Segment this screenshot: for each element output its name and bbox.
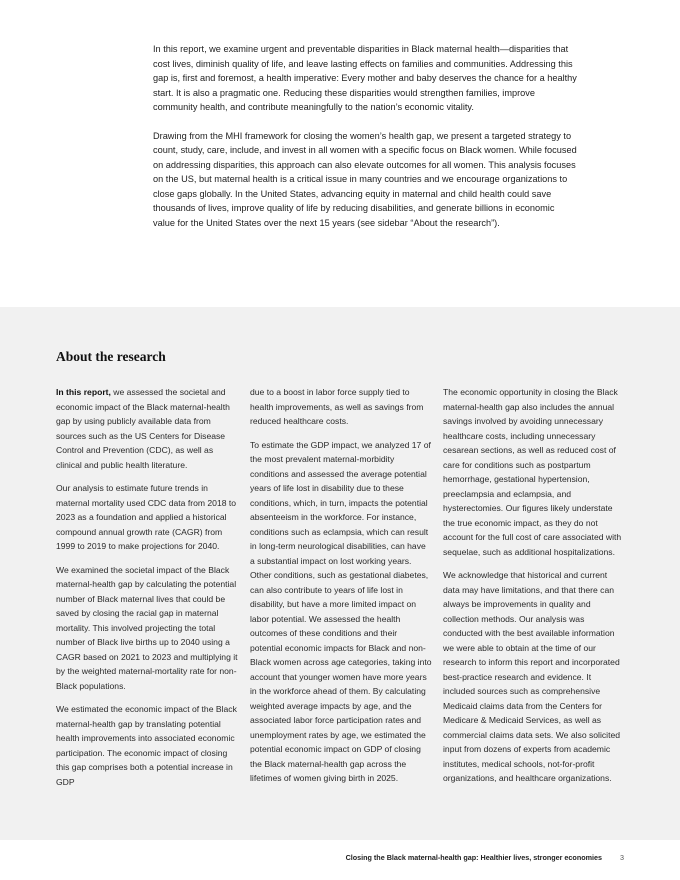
footer-title: Closing the Black maternal-health gap: Healthier lives, stronger economies bbox=[345, 853, 602, 862]
col3-paragraph-1: The economic opportunity in closing the Black maternal-health gap also includes the annual savings involved by avoiding unnecessary healthcare costs, including unnecessary cesarean sections, as well as reduced cost of care for conditions such as postpartum hemorrhage, gestational hypertension, preeclampsia and eclampsia, and hysterectomies. Our figures likely understate the true economic impact, as they do not account for the full cost of care associated with sequelae, such as additional hospitalizations. bbox=[443, 387, 622, 557]
intro-paragraph-1: In this report, we examine urgent and preventable disparities in Black maternal health—disparities that cost lives, diminish quality of life, and leave lasting effects on families and communities. Addressing this gap is, first and foremost, a health imperative: Every mother and baby deserves the chance for a healthy start. It is also a pragmatic one. Reducing these disparities would strengthen families, improve community health, and contribute meaningfully to the nation’s economic vitality. bbox=[153, 44, 577, 112]
about-research-sidebar bbox=[0, 307, 680, 840]
col1-paragraph-4: We estimated the economic impact of the Black maternal-health gap by translating potential health improvements into associated economic participation. The economic impact of closing this gap comprises both a potential increase in GDP bbox=[56, 704, 237, 787]
col1-paragraph-2: Our analysis to estimate future trends in maternal mortality used CDC data from 2018 to 2023 as a foundation and applied a historical compound annual growth rate (CAGR) from 1999 to 2019 to make projections for 2040. bbox=[56, 483, 237, 551]
col2-paragraph-1: due to a boost in labor force supply tied to health improvements, as well as savings from reduced healthcare costs. bbox=[250, 387, 424, 426]
page-number: 3 bbox=[620, 853, 624, 862]
col1-paragraph-1 bbox=[56, 385, 238, 472]
col2-paragraph-2: To estimate the GDP impact, we analyzed 17 of the most prevalent maternal-morbidity conditions and assessed the average potential years of life lost in disability due to these conditions, which, in turn, impacts the potential absenteeism in the workforce. For instance, conditions such as eclampsia, which can result in long-term neurological disabilities, can have a substantial impact on lost working years. Other conditions, such as gestational diabetes, can also contribute to years of life lost in disability, but have a more limited impact on labor potential. We assessed the health outcomes of these conditions and their potential economic impacts for Black and non-Black women across age categories, taking into account that younger women have more years in the workforce ahead of them. By calculating weighted average impacts by age, and the associated labor force participation rates and unemployment rates by age, we estimated the potential economic impact on GDP of closing the Black maternal-health gap across the lifetimes of women giving birth in 2025. bbox=[250, 439, 432, 783]
sidebar-column-2 bbox=[250, 385, 432, 795]
col1-lead: In this report, bbox=[56, 387, 111, 397]
intro-paragraph-2: Drawing from the MHI framework for closing the women’s health gap, we present a targeted strategy to count, study, care, include, and invest in all women with a specific focus on Black women. While focused on addressing disparities, this approach can also elevate outcomes for all women. This analysis focuses on the US, but maternal health is a critical issue in many countries and we encourage organizations to close gaps globally. In the United States, advancing equity in maternal and child health could save thousands of lives, improve quality of life by reducing disabilities, and generate billions in economic value for the United States over the next 15 years (see sidebar “About the research”). bbox=[153, 130, 577, 228]
page-footer bbox=[346, 853, 624, 862]
col1-paragraph-1-text: we assessed the societal and economic impact of the Black maternal-health gap by using publicly available data from sources such as the US Centers for Disease Control and Prevention (CDC), as well as clinical and public health literature. bbox=[56, 387, 230, 470]
sidebar-column-1 bbox=[56, 385, 238, 798]
sidebar-title: About the research bbox=[56, 349, 166, 364]
col3-paragraph-2: We acknowledge that historical and current data may have limitations, and that there can always be improvements in quality and collection methods. Our analysis was conducted with the best available information we were able to obtain at the time of our research to inform this report and incorporated best-practice research and evidence. It included sources such as comprehensive Medicaid claims data from the Centers for Medicare & Medicaid Services, as well as commercial claims data sets. We also solicited input from dozens of experts from academic institutes, medical schools, not-for-profit organizations, and healthcare organizations. bbox=[443, 570, 621, 783]
sidebar-column-3 bbox=[443, 385, 625, 795]
intro-section bbox=[153, 42, 578, 244]
col1-paragraph-3: We examined the societal impact of the Black maternal-health gap by calculating the potential number of Black maternal lives that could be saved by closing the racial gap in maternal mortality. This involved projecting the total number of Black live births up to 2040 using a CAGR based on 2021 to 2023 and multiplying it by the weighted maternal-mortality rate for non-Black populations. bbox=[56, 564, 238, 691]
